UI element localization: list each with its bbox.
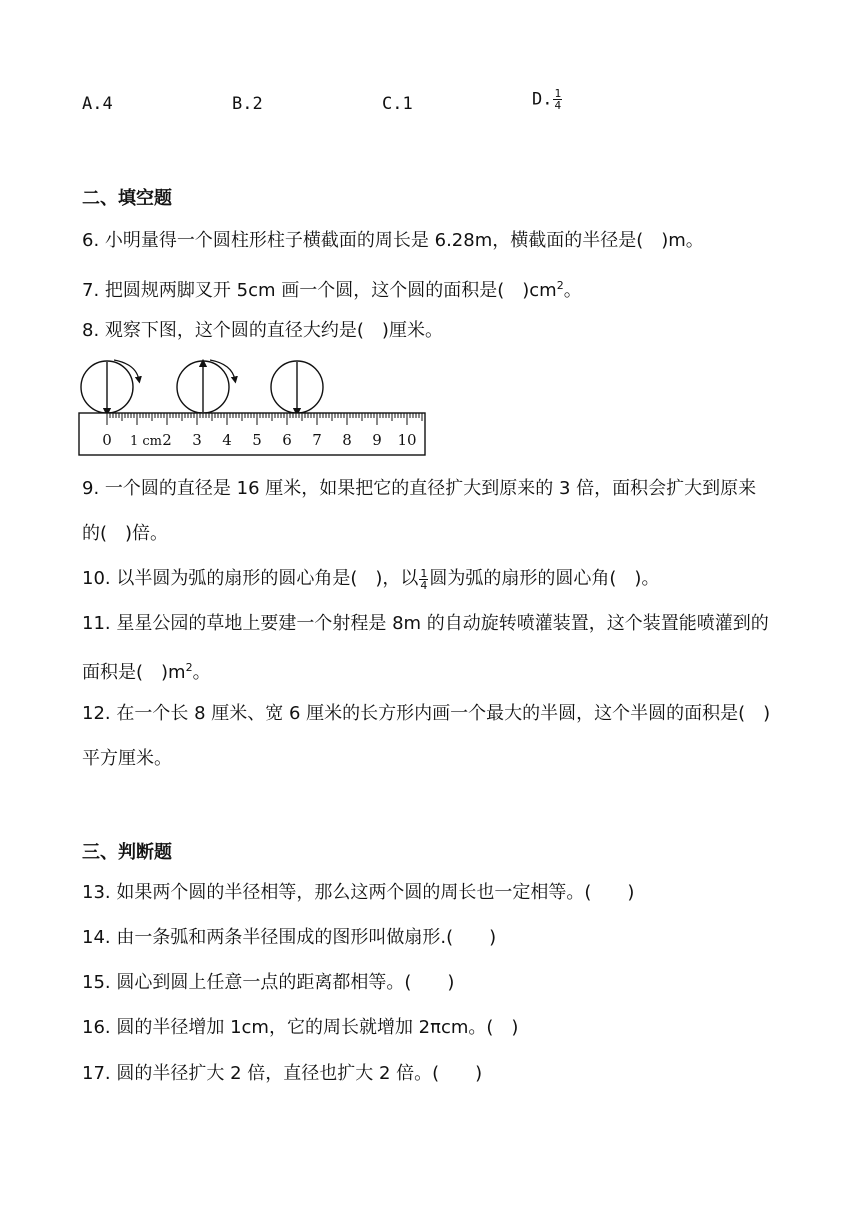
question-10: 10. 以半圆为弧的扇形的圆心角是( )，以 $\frac{1}{4}$ 圆为弧的扇形的圆心角( )。 [82, 566, 660, 592]
question-12-line2: 平方厘米。 [82, 748, 172, 769]
question-17: 17. 圆的半径扩大 2 倍，直径也扩大 2 倍。( ) [82, 1063, 483, 1084]
option-d: D. $\frac{1}{4}$ [532, 87, 562, 112]
ruler-label: 9 [372, 431, 382, 449]
circle-3 [271, 361, 323, 413]
question-13: 13. 如果两个圆的半径相等，那么这两个圆的周长也一定相等。( ) [82, 882, 635, 903]
option-c: C.1 [382, 94, 413, 114]
option-b: B.2 [232, 94, 263, 114]
ruler-label: 3 [192, 431, 202, 449]
question-15: 15. 圆心到圆上任意一点的距离都相等。( ) [82, 972, 455, 993]
question-9-line1: 9. 一个圆的直径是 16 厘米，如果把它的直径扩大到原来的 3 倍，面积会扩大到原来 [82, 478, 757, 499]
question-12-line1: 12. 在一个长 8 厘米、宽 6 厘米的长方形内画一个最大的半圆，这个半圆的面积是( ) [82, 703, 771, 724]
ruler-label: 6 [282, 431, 292, 449]
ruler-label: 8 [342, 431, 352, 449]
question-11-line2: 面积是( )$m^2$。 [82, 661, 211, 683]
ruler-label: 10 [397, 431, 417, 449]
ruler-figure [78, 356, 430, 458]
section-title-true-false: 三、判断题 [82, 842, 172, 863]
question-6: 6. 小明量得一个圆柱形柱子横截面的周长是 6.28m，横截面的半径是( )m。 [82, 230, 704, 251]
question-11-line1: 11. 星星公园的草地上要建一个射程是 8m 的自动旋转喷灌装置，这个装置能喷灌到的 [82, 613, 769, 634]
question-7: 7. 把圆规两脚叉开 5cm 画一个圆，这个圆的面积是( )$cm^2$。 [82, 279, 582, 301]
section-title-fill-blank: 二、填空题 [82, 188, 172, 209]
fraction: $\frac{1}{4}$ [554, 87, 562, 112]
ruler-label: 1 cm [129, 434, 163, 449]
ruler-label: 5 [252, 431, 262, 449]
circle-2 [177, 360, 235, 413]
question-8: 8. 观察下图，这个圆的直径大约是( )厘米。 [82, 320, 443, 341]
ruler-label: 0 [102, 431, 112, 449]
option-a: A.4 [82, 94, 113, 114]
question-14: 14. 由一条弧和两条半径围成的图形叫做扇形.( ) [82, 927, 497, 948]
ruler-label: 2 [162, 431, 172, 449]
fraction: $\frac{1}{4}$ [420, 566, 428, 592]
ruler-label: 4 [222, 431, 232, 449]
ruler-label: 7 [312, 431, 322, 449]
question-16: 16. 圆的半径增加 1cm，它的周长就增加 2πcm。( ) [82, 1017, 519, 1038]
question-9-line2: 的( )倍。 [82, 523, 169, 544]
circle-1 [81, 360, 139, 413]
